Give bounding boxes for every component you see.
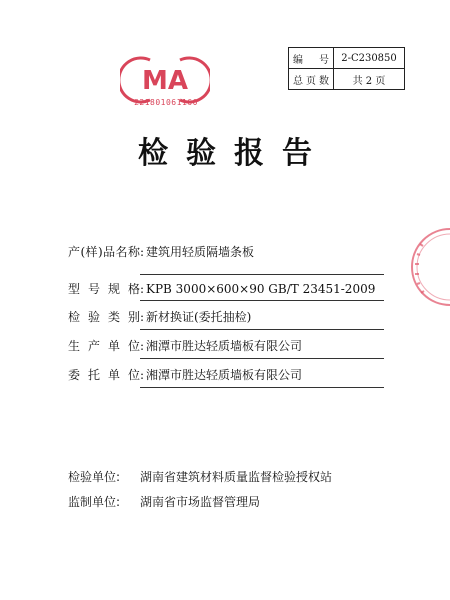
underline bbox=[140, 387, 384, 388]
field-value: 建筑用轻质隔墙条板 bbox=[146, 245, 255, 259]
field-label: 型号规格 bbox=[68, 282, 140, 296]
field-client: 委托单位: 湘潭市胜达轻质墙板有限公司 bbox=[68, 368, 303, 382]
table-row bbox=[289, 48, 405, 69]
field-value: KPB 3000×600×90 GB/T 23451-2009 bbox=[146, 282, 376, 296]
field-label: 生产单位 bbox=[68, 339, 140, 353]
table-row bbox=[289, 69, 405, 90]
total-pages-label: 总页数 bbox=[289, 69, 334, 90]
field-inspection-type: 检验类别: 新材换证(委托抽检) bbox=[68, 310, 252, 324]
supervising-org bbox=[68, 494, 260, 510]
underline bbox=[140, 358, 384, 359]
total-pages-value: 共 2 页 bbox=[334, 69, 405, 90]
underline bbox=[140, 329, 384, 330]
field-product-name: 产(样)品名称: 建筑用轻质隔墙条板 bbox=[68, 245, 255, 259]
official-seal-icon bbox=[398, 222, 450, 312]
field-value: 新材换证(委托抽检) bbox=[146, 310, 252, 324]
field-label: 检验类别 bbox=[68, 310, 140, 324]
field-label: 产(样)品名称 bbox=[68, 245, 140, 259]
field-value: 湘潭市胜达轻质墙板有限公司 bbox=[146, 368, 303, 382]
org-label: 检验单位: bbox=[68, 470, 121, 484]
org-value: 湖南省市场监督管理局 bbox=[140, 495, 261, 509]
inspection-org bbox=[68, 469, 332, 485]
report-number-label: 编 号 bbox=[289, 48, 334, 69]
underline bbox=[140, 274, 384, 275]
report-number-value: 2-C230850 bbox=[334, 48, 405, 69]
field-value: 湘潭市胜达轻质墙板有限公司 bbox=[146, 339, 303, 353]
cma-logo-text: MA bbox=[142, 66, 188, 96]
cma-code: 221801061160 bbox=[134, 98, 198, 107]
field-label: 委托单位 bbox=[68, 368, 140, 382]
page-title: 检验报告 bbox=[138, 136, 330, 171]
field-model-spec: 型号规格: KPB 3000×600×90 GB/T 23451-2009 bbox=[68, 282, 376, 296]
report-info-table bbox=[288, 47, 405, 90]
org-value: 湖南省建筑材料质量监督检验授权站 bbox=[140, 470, 333, 484]
org-label: 监制单位: bbox=[68, 495, 121, 509]
field-manufacturer: 生产单位: 湘潭市胜达轻质墙板有限公司 bbox=[68, 339, 303, 353]
underline bbox=[140, 300, 384, 301]
